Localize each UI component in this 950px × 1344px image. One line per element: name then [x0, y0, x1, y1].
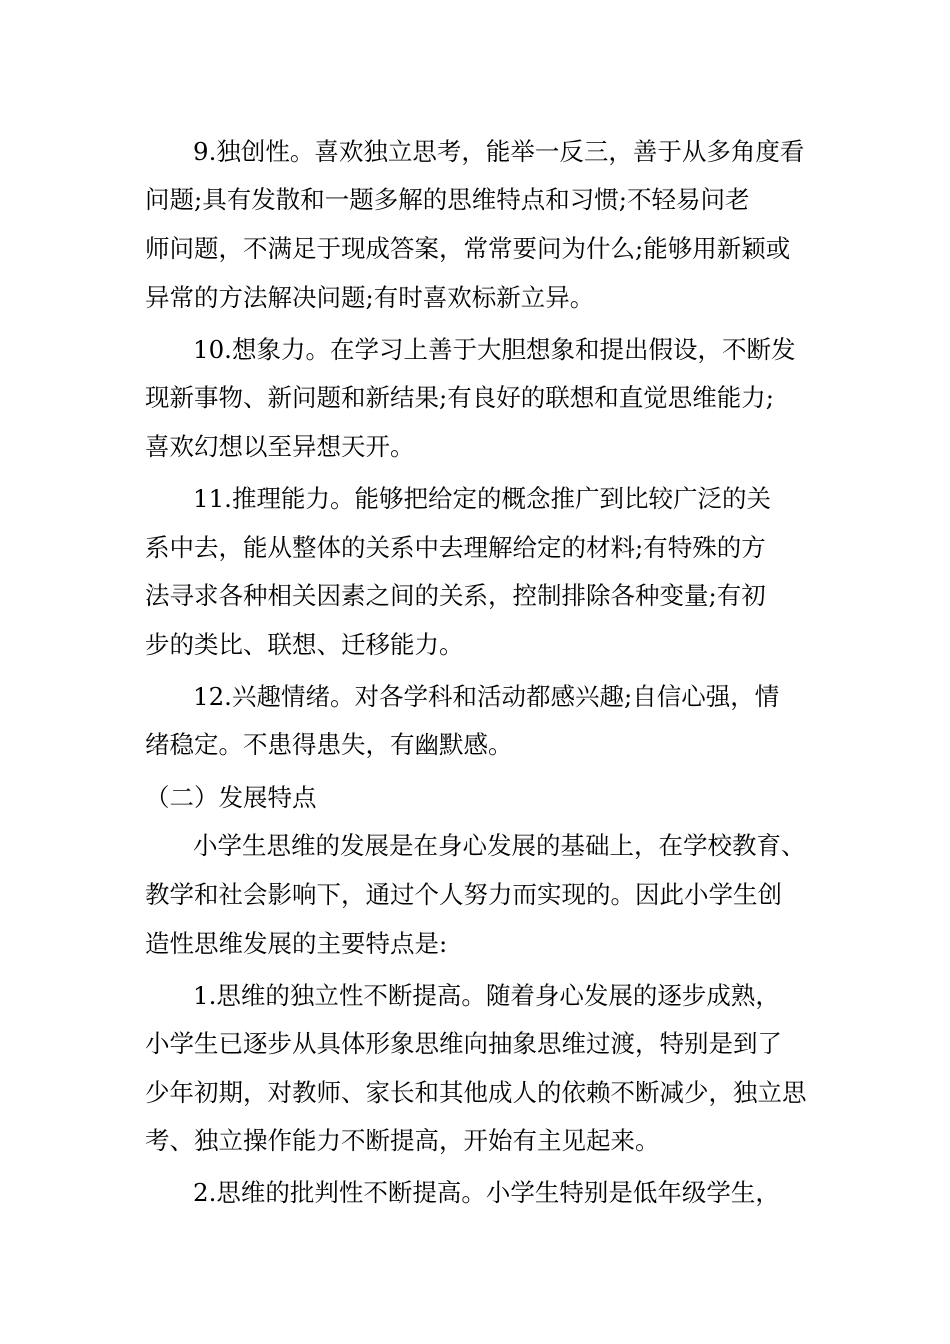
text-line: 小学生思维的发展是在身心发展的基础上，在学校教育、: [193, 831, 806, 860]
text-line: 喜欢幻想以至异想天开。: [145, 432, 415, 461]
text-line: 现新事物、新问题和新结果;有良好的联想和直觉思维能力;: [145, 383, 775, 412]
text-line: 小学生已逐步从具体形象思维向抽象思维过渡，特别是到了: [145, 1029, 782, 1058]
text-line: 异常的方法解决问题;有时喜欢标新立异。: [145, 283, 595, 312]
text-line: 教学和社会影响下，通过个人努力而实现的。因此小学生创: [145, 880, 782, 909]
text-line: 系中去，能从整体的关系中去理解给定的材料;有特殊的方: [145, 533, 766, 562]
text-line: 9.独创性。喜欢独立思考，能举一反三，善于从多角度看: [193, 137, 805, 166]
text-line: 11.推理能力。能够把给定的概念推广到比较广泛的关: [193, 484, 771, 513]
text-line: 考、独立操作能力不断提高，开始有主见起来。: [145, 1126, 660, 1155]
text-line: 问题;具有发散和一题多解的思维特点和习惯;不轻易问老: [145, 185, 750, 214]
text-line: 10.想象力。在学习上善于大胆想象和提出假设，不断发: [193, 335, 796, 364]
text-line: 造性思维发展的主要特点是:: [145, 929, 448, 958]
text-line: 12.兴趣情绪。对各学科和活动都感兴趣;自信心强，情: [193, 682, 780, 711]
text-line: 2.思维的批判性不断提高。小学生特别是低年级学生，: [193, 1178, 780, 1207]
text-line: 师问题，不满足于现成答案，常常要问为什么;能够用新颖或: [145, 234, 791, 263]
text-line: 1.思维的独立性不断提高。随着身心发展的逐步成熟，: [193, 981, 780, 1010]
text-line: 少年初期，对教师、家长和其他成人的依赖不断减少，独立思: [145, 1078, 807, 1107]
text-line: 步的类比、联想、迁移能力。: [145, 630, 464, 659]
section-heading: （二）发展特点: [145, 783, 317, 812]
text-line: 法寻求各种相关因素之间的关系，控制排除各种变量;有初: [145, 581, 766, 610]
text-line: 绪稳定。不患得患失，有幽默感。: [145, 730, 513, 759]
